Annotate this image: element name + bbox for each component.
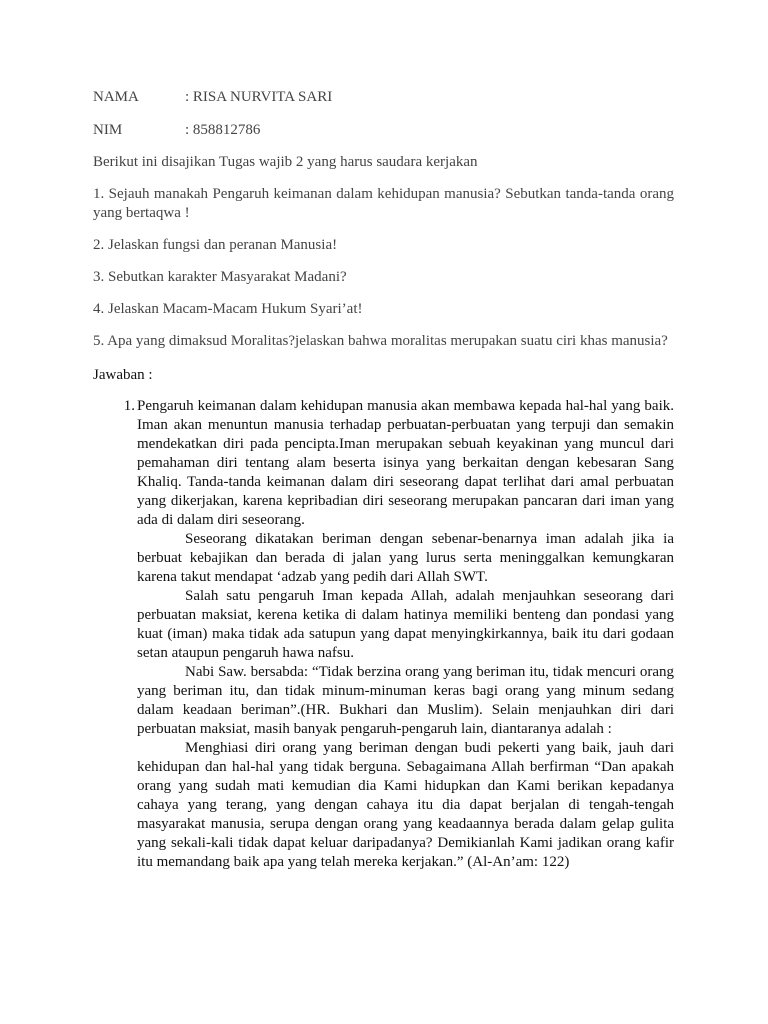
question-2: 2. Jelaskan fungsi dan peranan Manusia!: [93, 237, 338, 253]
nim-row: [93, 121, 674, 140]
name-value: : RISA NURVITA SARI: [185, 89, 333, 105]
answer-paragraph: Pengaruh keimanan dalam kehidupan manusia akan membawa kepada hal-hal yang baik. Iman akan menuntun manusia terhadap perbuatan-perbuatan yang terpuji dan semakin mendekatkan diri pada pencipta.Iman merupakan sebuah keyakinan yang muncul dari pemahaman diri tentang alam beserta isinya yang berkaitan dengan kebesaran Sang Khaliq. Tanda-tanda keimanan dalam diri seseorang dapat terlihat dari amal perbuatan yang dikerjakan, karena kepribadian diri seseorang merupakan pancaran dari iman yang ada di dalam diri seseorang.: [137, 398, 674, 528]
nim-value: : 858812786: [185, 122, 261, 138]
question-5: 5. Apa yang dimaksud Moralitas?jelaskan bahwa moralitas merupakan suatu ciri khas manusia?: [93, 333, 668, 349]
intro-text: Berikut ini disajikan Tugas wajib 2 yang harus saudara kerjakan: [93, 154, 478, 170]
nim-label: NIM: [93, 122, 123, 138]
question-3: 3. Sebutkan karakter Masyarakat Madani?: [93, 269, 347, 285]
answer-paragraph: Seseorang dikatakan beriman dengan sebenar-benarnya iman adalah jika ia berbuat kebajikan dan berada di jalan yang lurus serta meninggalkan kemungkaran karena takut mendapat ‘adzab yang pedih dari Allah SWT.: [137, 531, 674, 585]
name-row: [93, 88, 674, 107]
document-page: [93, 80, 674, 872]
answer-paragraph: Menghiasi diri orang yang beriman dengan budi pekerti yang baik, jauh dari kehidupan dan hal-hal yang tidak berguna. Sebagaimana Allah berfirman “Dan apakah orang yang sudah mati kemudian dia Kami hidupkan dan Kami berikan kepadanya cahaya yang terang, yang dengan cahaya itu dia dapat berjalan di tengah-tengah masyarakat manusia, serupa dengan orang yang keadaannya berada dalam gelap gulita yang sekali-kali tidak dapat keluar daripadanya? Demikianlah Kami jadikan orang kafir itu memandang baik apa yang telah mereka kerjakan.” (Al-An’am: 122): [137, 740, 674, 870]
answer-paragraph: Nabi Saw. bersabda: “Tidak berzina orang yang beriman itu, tidak mencuri orang yang beriman itu, dan tidak minum-minuman keras bagi orang yang minum sedang dalam keadaan beriman”.(HR. Bukhari dan Muslim). Selain menjauhkan diri dari perbuatan maksiat, masih banyak pengaruh-pengaruh lain, diantaranya adalah :: [137, 664, 674, 737]
answer-number: 1.: [123, 398, 135, 414]
question-4: 4. Jelaskan Macam-Macam Hukum Syari’at!: [93, 301, 363, 317]
answer-body: [137, 397, 674, 872]
answer-heading: Jawaban :: [93, 367, 153, 383]
answer-item-1: [93, 397, 674, 872]
name-label: NAMA: [93, 89, 139, 105]
question-1: 1. Sejauh manakah Pengaruh keimanan dalam kehidupan manusia? Sebutkan tanda-tanda orang yang bertaqwa !: [93, 186, 674, 221]
answer-paragraph: Salah satu pengaruh Iman kepada Allah, adalah menjauhkan seseorang dari perbuatan maksiat, kerena ketika di dalam hatinya memiliki benteng dan pondasi yang kuat (iman) maka tidak ada satupun yang dapat menyingkirkannya, baik itu dari godaan setan ataupun pengaruh hawa nafsu.: [137, 588, 674, 661]
